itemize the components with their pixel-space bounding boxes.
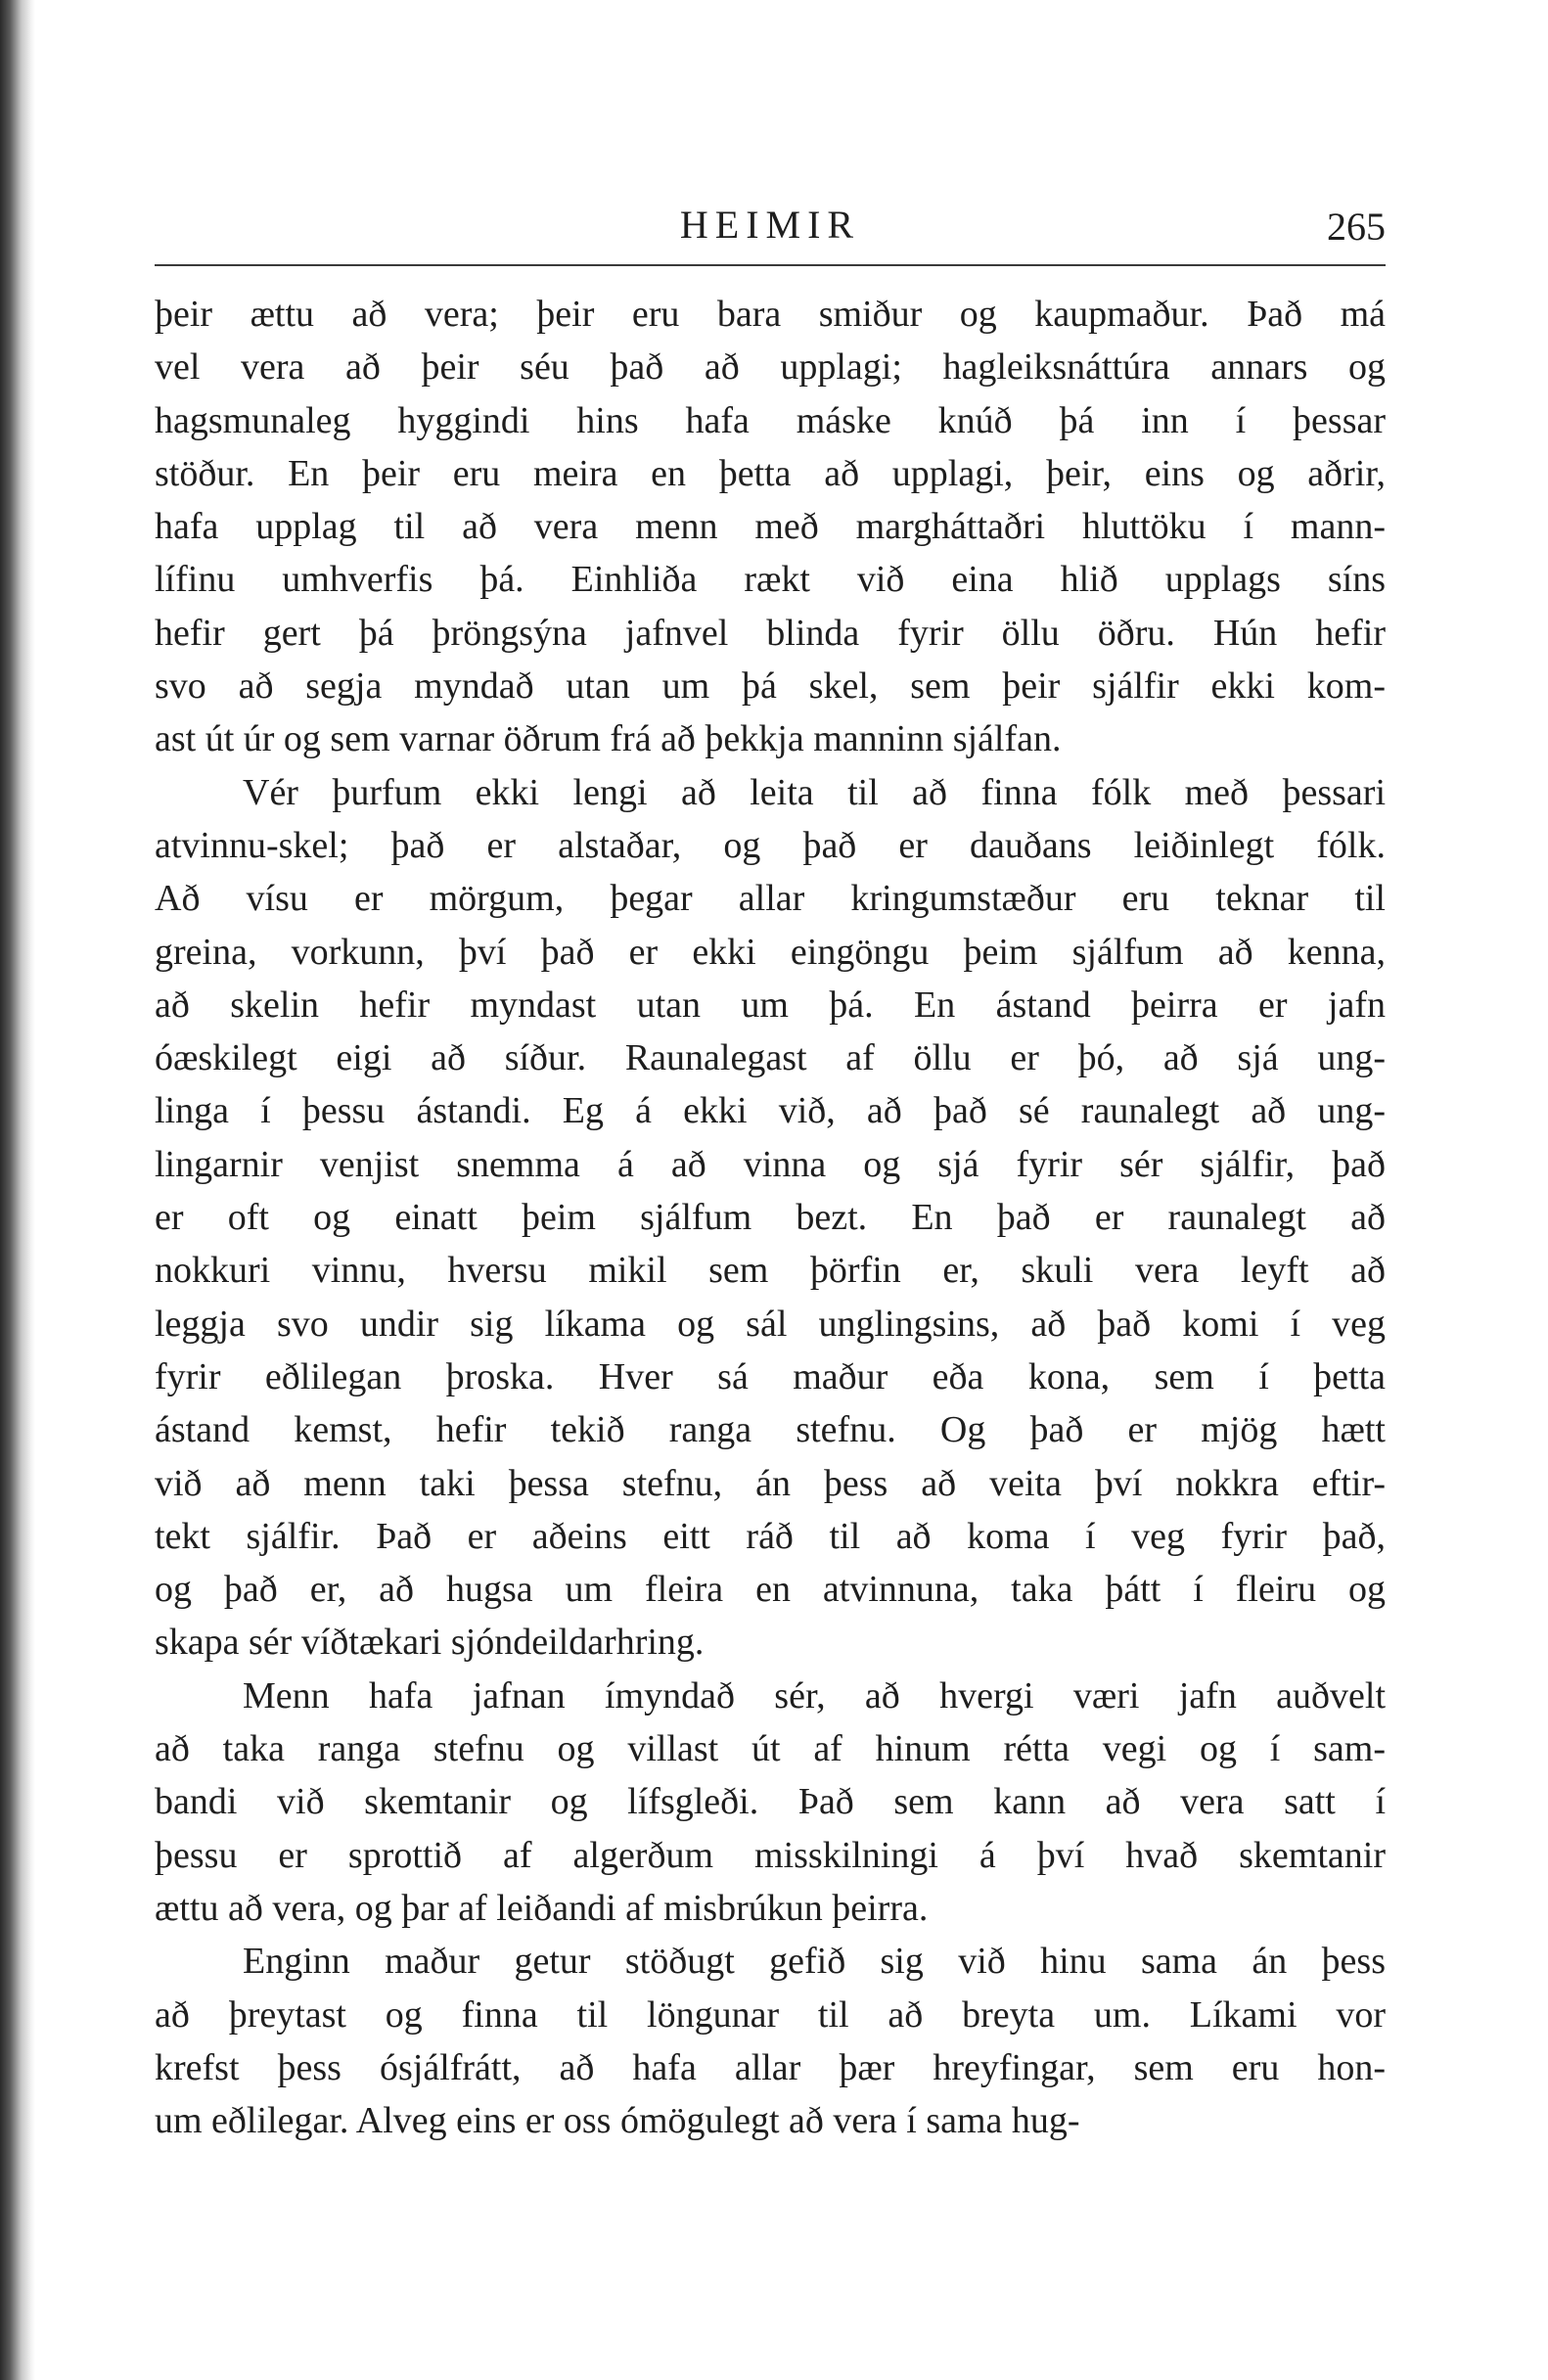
text-line: fyrir eðlilegan þroska. Hver sá maður eða kona, sem í þetta — [155, 1355, 1386, 1397]
text-line: ast út úr og sem varnar öðrum frá að þekkja manninn sjálfan. — [155, 718, 1062, 760]
text-line: Að vísu er mörgum, þegar allar kringumstæður eru teknar til — [155, 878, 1386, 920]
text-line: og það er, að hugsa um fleira en atvinnuna, taka þátt í fleiru og — [155, 1569, 1386, 1611]
text-line: svo að segja myndað utan um þá skel, sem þeir sjálfir ekki kom- — [155, 665, 1386, 708]
text-line: þessu er sprottið af algerðum misskilningi á því hvað skemtanir — [155, 1834, 1386, 1876]
text-line: lífinu umhverfis þá. Einhliða rækt við eina hlið upplags síns — [155, 559, 1386, 601]
text-line: Vér þurfum ekki lengi að leita til að finna fólk með þessari — [243, 771, 1386, 813]
running-head: HEIMIR — [679, 203, 861, 247]
text-line: þeir ættu að vera; þeir eru bara smiður og kaupmaður. Það má — [155, 294, 1386, 335]
text-line: um eðlilegar. Alveg eins er oss ómögulegt að vera í sama hug- — [155, 2100, 1080, 2142]
text-line: ættu að vera, og þar af leiðandi af misbrúkun þeirra. — [155, 1887, 929, 1929]
text-line: hefir gert þá þröngsýna jafnvel blinda fyrir öllu öðru. Hún hefir — [155, 612, 1386, 654]
text-line: tekt sjálfir. Það er aðeins eitt ráð til að koma í veg fyrir það, — [155, 1515, 1386, 1557]
page-number: 265 — [1327, 205, 1386, 249]
text-line: Enginn maður getur stöðugt gefið sig við hinu sama án þess — [243, 1941, 1386, 1983]
text-line: skapa sér víðtækari sjóndeildarhring. — [155, 1622, 705, 1664]
text-line: ástand kemst, hefir tekið ranga stefnu. Og það er mjög hætt — [155, 1409, 1386, 1451]
text-line: leggja svo undir sig líkama og sál unglingsins, að það komi í veg — [155, 1303, 1386, 1345]
paragraph — [155, 288, 1386, 766]
paragraph — [155, 1670, 1386, 1935]
page-header — [155, 192, 1386, 264]
text-line: óæskilegt eigi að síður. Raunalegast af öllu er þó, að sjá ung- — [155, 1037, 1386, 1079]
text-line: að taka ranga stefnu og villast út af hinum rétta vegi og í sam- — [155, 1728, 1386, 1770]
text-line: að skelin hefir myndast utan um þá. En ástand þeirra er jafn — [155, 984, 1386, 1026]
text-line: atvinnu-skel; það er alstaðar, og það er dauðans leiðinlegt fólk. — [155, 824, 1386, 866]
book-page — [155, 192, 1386, 2147]
body-text — [155, 288, 1386, 2147]
text-line: krefst þess ósjálfrátt, að hafa allar þær hreyfingar, sem eru hon- — [155, 2046, 1386, 2088]
text-line: vel vera að þeir séu það að upplagi; hagleiksnáttúra annars og — [155, 346, 1386, 389]
text-line: lingarnir venjist snemma á að vinna og sjá fyrir sér sjálfir, það — [155, 1143, 1386, 1185]
paragraph — [155, 766, 1386, 1670]
text-line: hagsmunaleg hyggindi hins hafa máske knúð þá inn í þessar — [155, 399, 1386, 441]
text-line: linga í þessu ástandi. Eg á ekki við, að það sé raunalegt að ung- — [155, 1090, 1386, 1132]
text-line: Menn hafa jafnan ímyndað sér, að hvergi væri jafn auðvelt — [243, 1674, 1386, 1716]
text-line: að þreytast og finna til löngunar til að breyta um. Líkami vor — [155, 1993, 1386, 2036]
text-line: stöður. En þeir eru meira en þetta að upplagi, þeir, eins og aðrir, — [155, 452, 1386, 494]
book-spine-shadow — [0, 0, 35, 2380]
paragraph — [155, 1935, 1386, 2147]
text-line: er oft og einatt þeim sjálfum bezt. En það er raunalegt að — [155, 1197, 1386, 1239]
text-line: greina, vorkunn, því það er ekki eingöngu þeim sjálfum að kenna, — [155, 931, 1386, 973]
text-line: nokkuri vinnu, hversu mikil sem þörfin er, skuli vera leyft að — [155, 1250, 1386, 1292]
header-rule — [155, 264, 1386, 266]
text-line: hafa upplag til að vera menn með margháttaðri hluttöku í mann- — [155, 506, 1386, 548]
text-line: við að menn taki þessa stefnu, án þess að veita því nokkra eftir- — [155, 1462, 1386, 1504]
text-line: bandi við skemtanir og lífsgleði. Það sem kann að vera satt í — [155, 1781, 1386, 1823]
